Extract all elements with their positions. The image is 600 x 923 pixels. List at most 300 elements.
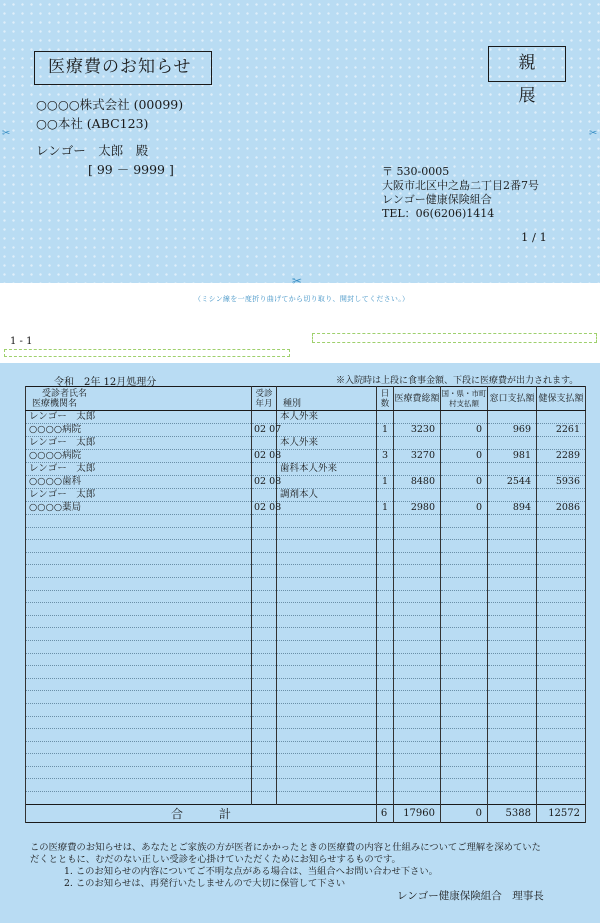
empty-cell <box>252 590 277 603</box>
empty-cell <box>537 565 586 578</box>
empty-cell <box>441 515 488 528</box>
perforation-mark <box>312 333 597 343</box>
empty-cell <box>277 754 377 767</box>
empty-cell <box>394 729 441 742</box>
empty-cell <box>377 741 394 754</box>
empty-cell <box>377 590 394 603</box>
empty-cell <box>252 540 277 553</box>
empty-cell <box>252 766 277 779</box>
empty-cell <box>537 666 586 679</box>
empty-cell <box>537 590 586 603</box>
empty-cell <box>394 766 441 779</box>
empty-cell <box>277 729 377 742</box>
table-row <box>26 792 586 805</box>
empty-cell <box>377 463 394 476</box>
empty-cell <box>394 552 441 565</box>
total-amount: 3230 <box>394 424 441 437</box>
table-row <box>26 476 586 489</box>
empty-cell <box>277 603 377 616</box>
empty-cell <box>377 489 394 502</box>
empty-cell <box>488 640 537 653</box>
empty-cell <box>441 603 488 616</box>
empty-cell <box>26 565 252 578</box>
empty-cell <box>441 565 488 578</box>
sender-address: 大阪市北区中之島二丁目2番7号 <box>382 179 539 192</box>
header-patient-institution <box>26 387 252 411</box>
empty-cell <box>26 577 252 590</box>
empty-cell <box>537 766 586 779</box>
empty-cell <box>277 502 377 515</box>
empty-cell <box>537 628 586 641</box>
visit-date-cell <box>252 463 277 476</box>
empty-cell <box>26 615 252 628</box>
empty-cell <box>441 741 488 754</box>
visit-days: 1 <box>377 424 394 437</box>
totals-row <box>26 804 586 822</box>
empty-cell <box>252 779 277 792</box>
empty-cell <box>277 540 377 553</box>
patient-name: レンゴー 太郎 <box>26 437 252 450</box>
empty-cell <box>377 640 394 653</box>
public-amount: 0 <box>441 476 488 489</box>
total-amount: 2980 <box>394 502 441 515</box>
empty-cell <box>537 489 586 502</box>
empty-cell <box>441 552 488 565</box>
empty-cell <box>537 640 586 653</box>
window-amount: 969 <box>488 424 537 437</box>
empty-cell <box>537 779 586 792</box>
visit-date: 02 07 <box>252 424 277 437</box>
empty-cell <box>441 691 488 704</box>
empty-cell <box>441 527 488 540</box>
empty-cell <box>441 411 488 424</box>
empty-cell <box>394 628 441 641</box>
header-insurance: 健保支払額 <box>537 387 586 411</box>
empty-cell <box>277 515 377 528</box>
empty-cell <box>252 565 277 578</box>
empty-cell <box>488 628 537 641</box>
public-amount: 0 <box>441 450 488 463</box>
empty-cell <box>252 741 277 754</box>
empty-cell <box>394 489 441 502</box>
empty-cell <box>441 678 488 691</box>
empty-cell <box>441 577 488 590</box>
empty-cell <box>377 691 394 704</box>
table-row <box>26 716 586 729</box>
window-amount: 981 <box>488 450 537 463</box>
empty-cell <box>252 792 277 805</box>
empty-cell <box>537 653 586 666</box>
empty-cell <box>377 540 394 553</box>
empty-cell <box>488 527 537 540</box>
empty-cell <box>537 792 586 805</box>
empty-cell <box>26 792 252 805</box>
empty-cell <box>26 779 252 792</box>
branch-line: ○○本社 (ABC123) <box>36 116 149 131</box>
empty-cell <box>394 565 441 578</box>
table-row <box>26 653 586 666</box>
empty-cell <box>488 552 537 565</box>
empty-cell <box>26 515 252 528</box>
empty-cell <box>488 653 537 666</box>
empty-cell <box>394 615 441 628</box>
empty-cell <box>26 678 252 691</box>
header-public: 国・県・市町村支払額 <box>441 387 488 411</box>
empty-cell <box>394 640 441 653</box>
page-code: 1 - 1 <box>10 336 33 347</box>
processing-period: 令和 2年 12月処理分 <box>54 377 157 388</box>
empty-cell <box>277 792 377 805</box>
table-row <box>26 502 586 515</box>
empty-cell <box>394 741 441 754</box>
empty-cell <box>277 678 377 691</box>
footer-item1: 1. このお知らせの内容についてご不明な点がある場合は、当組合へお問い合わせ下さい。 <box>64 866 438 877</box>
empty-cell <box>488 489 537 502</box>
empty-cell <box>377 729 394 742</box>
visit-date-cell <box>252 489 277 502</box>
empty-cell <box>277 590 377 603</box>
perforation-note: （ミシン線を一度折り曲げてから切り取り、開封してください。） <box>194 295 410 303</box>
empty-cell <box>26 691 252 704</box>
empty-cell <box>277 628 377 641</box>
empty-cell <box>377 703 394 716</box>
visit-date-cell <box>252 411 277 424</box>
empty-cell <box>441 437 488 450</box>
table-row <box>26 741 586 754</box>
empty-cell <box>441 779 488 792</box>
empty-cell <box>394 754 441 767</box>
insurance-amount: 2086 <box>537 502 586 515</box>
empty-cell <box>252 666 277 679</box>
table-row <box>26 615 586 628</box>
empty-cell <box>394 577 441 590</box>
table-row <box>26 411 586 424</box>
window-amount: 894 <box>488 502 537 515</box>
empty-cell <box>277 666 377 679</box>
insurance-amount: 2261 <box>537 424 586 437</box>
footer-line1: この医療費のお知らせは、あなたとご家族の方が医者にかかったときの医療費の内容と仕組みについてご理解を深めていた <box>30 842 541 853</box>
institution-name: ○○○○薬局 <box>26 502 252 515</box>
empty-cell <box>377 628 394 641</box>
empty-cell <box>377 437 394 450</box>
table-row <box>26 754 586 767</box>
visit-date: 02 08 <box>252 502 277 515</box>
footer-line2: だくとともに、むだのない正しい受診を心掛けていただくためにお知らせするものです。 <box>30 854 401 865</box>
empty-cell <box>252 515 277 528</box>
empty-cell <box>537 527 586 540</box>
confidential-mark: 親 展 <box>488 46 566 82</box>
total-amount: 3270 <box>394 450 441 463</box>
institution-name: ○○○○病院 <box>26 424 252 437</box>
empty-cell <box>488 792 537 805</box>
recipient-name: レンゴー 太郎 殿 <box>36 143 149 158</box>
window-amount: 2544 <box>488 476 537 489</box>
empty-cell <box>377 552 394 565</box>
header-days: 日数 <box>377 387 394 411</box>
empty-cell <box>26 754 252 767</box>
empty-cell <box>277 779 377 792</box>
empty-cell <box>252 527 277 540</box>
table-row <box>26 552 586 565</box>
empty-cell <box>537 678 586 691</box>
empty-cell <box>394 411 441 424</box>
empty-cell <box>488 615 537 628</box>
table-row <box>26 590 586 603</box>
empty-cell <box>537 603 586 616</box>
empty-cell <box>252 552 277 565</box>
empty-cell <box>377 603 394 616</box>
empty-cell <box>277 527 377 540</box>
empty-cell <box>252 653 277 666</box>
empty-cell <box>394 716 441 729</box>
empty-cell <box>26 716 252 729</box>
empty-cell <box>377 515 394 528</box>
empty-cell <box>537 437 586 450</box>
empty-cell <box>441 540 488 553</box>
empty-cell <box>377 792 394 805</box>
empty-cell <box>441 716 488 729</box>
empty-cell <box>377 678 394 691</box>
institution-name: ○○○○歯科 <box>26 476 252 489</box>
empty-cell <box>252 754 277 767</box>
empty-cell <box>394 678 441 691</box>
empty-cell <box>488 741 537 754</box>
empty-cell <box>394 515 441 528</box>
totals-public: 0 <box>441 804 488 822</box>
empty-cell <box>537 577 586 590</box>
sender-tel: TEL：06(6206)1414 <box>382 207 495 220</box>
visit-days: 3 <box>377 450 394 463</box>
empty-cell <box>394 437 441 450</box>
empty-cell <box>252 716 277 729</box>
table-row <box>26 779 586 792</box>
public-amount: 0 <box>441 502 488 515</box>
table-row <box>26 703 586 716</box>
empty-cell <box>441 766 488 779</box>
header-patient: 受診者氏名 <box>42 388 88 399</box>
empty-cell <box>537 741 586 754</box>
empty-cell <box>377 565 394 578</box>
footer-item2: 2. このお知らせは、再発行いたしませんので大切に保管して下さい <box>64 878 346 889</box>
empty-cell <box>377 666 394 679</box>
empty-cell <box>377 653 394 666</box>
empty-cell <box>441 489 488 502</box>
empty-cell <box>277 577 377 590</box>
empty-cell <box>26 540 252 553</box>
visit-date-cell <box>252 437 277 450</box>
insurance-amount: 2289 <box>537 450 586 463</box>
empty-cell <box>441 792 488 805</box>
empty-cell <box>441 653 488 666</box>
empty-cell <box>277 716 377 729</box>
visit-days: 1 <box>377 476 394 489</box>
totals-total: 17960 <box>394 804 441 822</box>
header-type: 種別 <box>277 387 377 411</box>
footer-signature: レンゴー健康保険組合 理事長 <box>397 890 544 902</box>
empty-cell <box>488 691 537 704</box>
empty-cell <box>252 729 277 742</box>
empty-cell <box>277 653 377 666</box>
empty-cell <box>377 527 394 540</box>
empty-cell <box>252 640 277 653</box>
empty-cell <box>537 463 586 476</box>
visit-type: 調剤本人 <box>277 489 377 502</box>
empty-cell <box>537 540 586 553</box>
table-row <box>26 450 586 463</box>
empty-cell <box>394 653 441 666</box>
visit-type: 本人外来 <box>277 411 377 424</box>
empty-cell <box>441 615 488 628</box>
total-amount: 8480 <box>394 476 441 489</box>
patient-name: レンゴー 太郎 <box>26 489 252 502</box>
header-institution: 医療機関名 <box>32 398 78 409</box>
empty-cell <box>441 590 488 603</box>
scissors-icon: ✂ <box>589 128 598 139</box>
empty-cell <box>488 716 537 729</box>
header-total: 医療費総額 <box>394 387 441 411</box>
empty-cell <box>26 527 252 540</box>
empty-cell <box>377 577 394 590</box>
empty-cell <box>537 729 586 742</box>
table-row <box>26 463 586 476</box>
visit-type: 本人外来 <box>277 437 377 450</box>
empty-cell <box>488 590 537 603</box>
empty-cell <box>277 766 377 779</box>
empty-cell <box>26 766 252 779</box>
empty-cell <box>488 678 537 691</box>
table-row <box>26 424 586 437</box>
sender-postal: 〒 530-0005 <box>382 165 450 178</box>
empty-cell <box>488 703 537 716</box>
table-row <box>26 666 586 679</box>
empty-cell <box>252 691 277 704</box>
company-line: ○○○○株式会社 (00099) <box>36 97 184 112</box>
header-date: 受診年月 <box>252 387 277 411</box>
empty-cell <box>488 766 537 779</box>
empty-cell <box>252 577 277 590</box>
empty-cell <box>252 628 277 641</box>
table-row <box>26 766 586 779</box>
empty-cell <box>277 691 377 704</box>
scissors-icon: ✂ <box>2 128 11 139</box>
empty-cell <box>441 666 488 679</box>
table-row <box>26 603 586 616</box>
totals-label: 合計 <box>26 804 377 822</box>
empty-cell <box>537 703 586 716</box>
institution-name: ○○○○病院 <box>26 450 252 463</box>
empty-cell <box>537 615 586 628</box>
empty-cell <box>26 741 252 754</box>
perforation-mark <box>4 349 290 357</box>
empty-cell <box>394 666 441 679</box>
table-row <box>26 729 586 742</box>
empty-cell <box>377 754 394 767</box>
empty-cell <box>252 603 277 616</box>
empty-cell <box>394 603 441 616</box>
public-amount: 0 <box>441 424 488 437</box>
empty-cell <box>394 463 441 476</box>
empty-cell <box>26 729 252 742</box>
empty-cell <box>394 540 441 553</box>
empty-cell <box>26 552 252 565</box>
table-row <box>26 489 586 502</box>
totals-insurance: 12572 <box>537 804 586 822</box>
header-window: 窓口支払額 <box>488 387 537 411</box>
empty-cell <box>377 716 394 729</box>
empty-cell <box>377 615 394 628</box>
patient-name: レンゴー 太郎 <box>26 463 252 476</box>
document-title: 医療費のお知らせ <box>34 51 212 85</box>
visit-date: 02 08 <box>252 450 277 463</box>
visit-date: 02 08 <box>252 476 277 489</box>
recipient-code: [ 99 － 9999 ] <box>88 162 174 177</box>
table-row <box>26 565 586 578</box>
empty-cell <box>377 411 394 424</box>
empty-cell <box>277 450 377 463</box>
table-row <box>26 691 586 704</box>
empty-cell <box>488 754 537 767</box>
empty-cell <box>277 741 377 754</box>
empty-cell <box>26 653 252 666</box>
empty-cell <box>277 703 377 716</box>
table-row <box>26 515 586 528</box>
empty-cell <box>441 754 488 767</box>
table-row <box>26 678 586 691</box>
empty-cell <box>488 565 537 578</box>
empty-cell <box>537 552 586 565</box>
empty-cell <box>394 792 441 805</box>
empty-cell <box>252 703 277 716</box>
empty-cell <box>441 729 488 742</box>
totals-window: 5388 <box>488 804 537 822</box>
empty-cell <box>488 540 537 553</box>
inpatient-note: ※入院時は上段に食事金額、下段に医療費が出力されます。 <box>336 376 579 386</box>
empty-cell <box>394 691 441 704</box>
empty-cell <box>277 565 377 578</box>
empty-cell <box>252 678 277 691</box>
table-row <box>26 640 586 653</box>
empty-cell <box>488 666 537 679</box>
empty-cell <box>488 437 537 450</box>
empty-cell <box>488 729 537 742</box>
empty-cell <box>537 691 586 704</box>
empty-cell <box>537 515 586 528</box>
sender-name: レンゴー健康保険組合 <box>382 193 492 206</box>
totals-days: 6 <box>377 804 394 822</box>
page-indicator: 1 / 1 <box>521 230 547 244</box>
table-header-row <box>26 387 586 411</box>
empty-cell <box>488 411 537 424</box>
empty-cell <box>26 628 252 641</box>
empty-cell <box>377 779 394 792</box>
visit-type: 歯科本人外来 <box>277 463 377 476</box>
empty-cell <box>252 615 277 628</box>
empty-cell <box>488 779 537 792</box>
empty-cell <box>488 603 537 616</box>
empty-cell <box>26 666 252 679</box>
empty-cell <box>394 590 441 603</box>
table-row <box>26 437 586 450</box>
insurance-amount: 5936 <box>537 476 586 489</box>
empty-cell <box>277 476 377 489</box>
empty-cell <box>26 603 252 616</box>
empty-cell <box>26 590 252 603</box>
table-row <box>26 527 586 540</box>
empty-cell <box>537 411 586 424</box>
empty-cell <box>394 779 441 792</box>
table-row <box>26 577 586 590</box>
table-row <box>26 628 586 641</box>
